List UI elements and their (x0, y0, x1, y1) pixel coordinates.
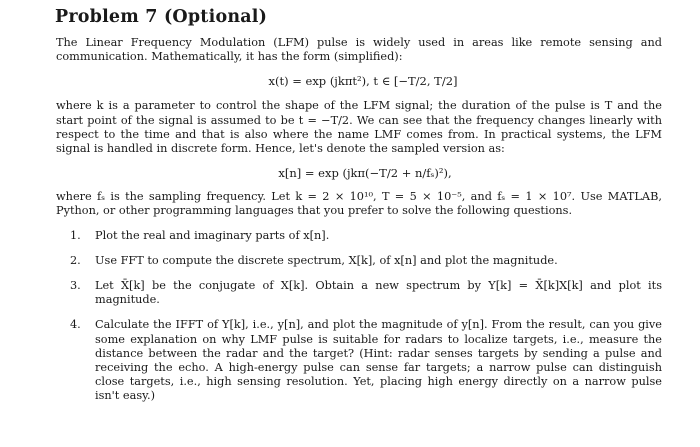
parameters-paragraph: where fₛ is the sampling frequency. Let k = 2 × 10¹⁰, T = 5 × 10⁻⁵, and fₛ = 1 × 10⁷. Use MATLAB, Python, or other programming languages that you prefer to solve the following questions. (56, 190, 662, 218)
question-item-2 (70, 254, 662, 268)
question-text: Use FFT to compute the discrete spectrum, X[k], of x[n] and plot the magnitude. (95, 253, 558, 267)
question-list (56, 229, 662, 404)
question-item-4 (70, 318, 662, 403)
explanation-paragraph: where k is a parameter to control the shape of the LFM signal; the duration of the pulse is T and the start point of the signal is assumed to be t = −T/2. We can see that the frequency changes linearly with respect to the time and that is also where the name LMF comes from. In practical systems, the LFM signal is handled in discrete form. Hence, let's denote the sampled version as: (56, 99, 662, 156)
intro-paragraph: The Linear Frequency Modulation (LFM) pulse is widely used in areas like remote sensing and communication. Mathematically, it has the form (simplified): (56, 36, 662, 64)
question-number: 3. (70, 279, 81, 293)
question-item-3 (70, 279, 662, 307)
question-number: 1. (70, 228, 81, 242)
equation-discrete: x[n] = exp (jkπ(−T/2 + n/fₛ)²), (278, 166, 452, 181)
question-item-1 (70, 229, 662, 243)
problem-title: Problem 7 (Optional) (55, 7, 268, 27)
question-number: 2. (70, 253, 81, 267)
question-number: 4. (70, 318, 81, 332)
equation-continuous: x(t) = exp (jkπt²), t ∈ [−T/2, T/2] (268, 74, 458, 89)
question-text: Calculate the IFFT of Y[k], i.e., y[n], and plot the magnitude of y[n]. From the result, can you give some explanation on why LMF pulse is suitable for radars to localize targets, i.e., measure the distance between the radar and the target? (Hint: radar senses targets by sending a pulse and receiving the echo. A high-energy pulse can sense far targets; a narrow pulse can distinguish close targets, i.e., high sensing resolution. Yet, placing high energy directly on a narrow pulse isn't easy.) (95, 318, 662, 403)
question-text: Plot the real and imaginary parts of x[n]. (95, 228, 330, 242)
question-text: Let X̄[k] be the conjugate of X[k]. Obtain a new spectrum by Y[k] = X̄[k]X[k] and plot its magnitude. (95, 279, 662, 307)
